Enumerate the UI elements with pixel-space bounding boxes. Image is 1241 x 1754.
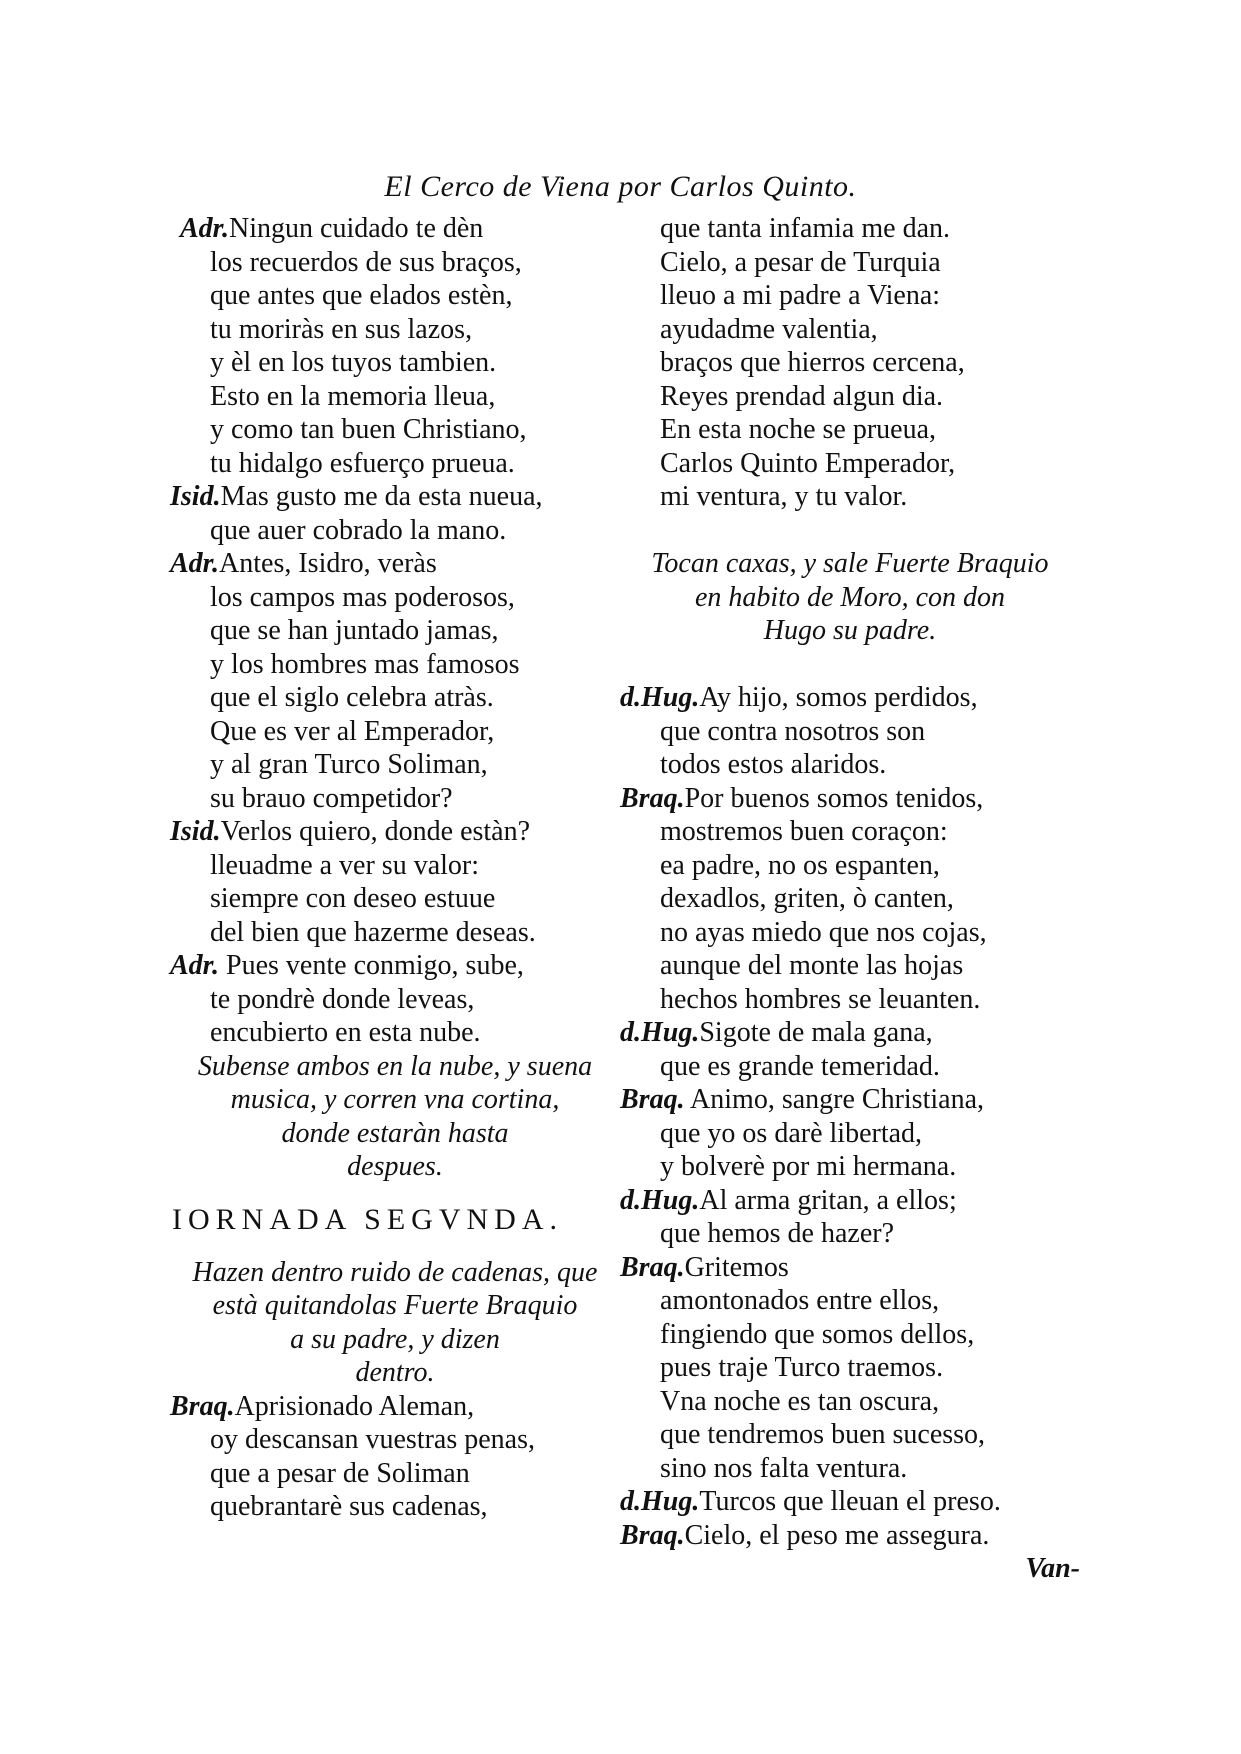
verse-line: siempre con deseo estuue xyxy=(210,883,496,914)
verse-line xyxy=(170,815,620,849)
verse-line: hechos hombres se leuanten. xyxy=(660,983,981,1015)
speaker-label: Isid. xyxy=(170,816,221,847)
verse-line: del bien que hazerme deseas. xyxy=(210,916,536,948)
verse-line xyxy=(170,547,620,581)
verse-text: Sigote de mala gana, xyxy=(699,1017,933,1048)
verse-line: que contra nosotros son xyxy=(660,715,926,747)
verse-line: todos estos alaridos. xyxy=(660,749,887,780)
speaker-label: Braq. xyxy=(620,1251,685,1283)
running-title: El Cerco de Viena por Carlos Quinto. xyxy=(384,170,857,203)
speaker-label: d.Hug. xyxy=(620,682,700,713)
verse-line xyxy=(620,1251,1080,1285)
verse-line: tu hidalgo esfuerço prueua. xyxy=(210,447,515,479)
verse-line xyxy=(620,1519,1080,1553)
verse-line: que el siglo celebra atràs. xyxy=(210,682,494,713)
verse-line: En esta noche se prueua, xyxy=(660,414,936,445)
stage-direction: dentro. xyxy=(355,1357,435,1388)
verse-text: Mas gusto me da esta nueua, xyxy=(220,481,543,512)
act-heading: IORNADA SEGVNDA. xyxy=(172,1202,564,1236)
verse-line: y bolverè por mi hermana. xyxy=(660,1151,957,1182)
verse-text: Gritemos xyxy=(684,1251,789,1283)
verse-line xyxy=(620,782,1080,816)
verse-text: Pues vente conmigo, sube, xyxy=(226,950,524,981)
verse-line: los campos mas poderosos, xyxy=(210,581,515,613)
right-column xyxy=(620,212,1080,1586)
verse-line: que tendremos buen sucesso, xyxy=(660,1419,986,1450)
left-column xyxy=(170,212,620,1524)
speaker-label: d.Hug. xyxy=(620,1017,700,1048)
verse-line: te pondrè donde leveas, xyxy=(210,983,475,1015)
spacer xyxy=(170,1184,620,1198)
verse-text: Cielo, el peso me assegura. xyxy=(684,1519,990,1551)
verse-line: que se han juntado jamas, xyxy=(210,615,499,646)
verse-line xyxy=(170,1390,620,1424)
stage-direction: en habito de Moro, con don xyxy=(694,581,1006,613)
verse-line: tu moriràs en sus lazos, xyxy=(210,313,473,345)
verse-line: encubierto en esta nube. xyxy=(210,1017,481,1048)
verse-text: Al arma gritan, a ellos; xyxy=(699,1184,957,1216)
verse-line xyxy=(620,1083,1080,1117)
catchword: Van- xyxy=(1025,1553,1080,1584)
verse-line: Vna noche es tan oscura, xyxy=(660,1385,940,1417)
stage-direction: a su padre, y dizen xyxy=(290,1323,500,1355)
verse-line: mi ventura, y tu valor. xyxy=(660,481,908,512)
verse-line: que tanta infamia me dan. xyxy=(660,213,950,244)
speaker-label: d.Hug. xyxy=(620,1184,700,1216)
verse-line: amontonados entre ellos, xyxy=(660,1285,940,1316)
verse-line: pues traje Turco traemos. xyxy=(660,1352,944,1383)
speaker-label: Adr. xyxy=(170,548,220,579)
stage-direction: musica, y corren vna cortina, xyxy=(230,1084,560,1115)
stage-direction: Hugo su padre. xyxy=(763,615,937,646)
verse-line: Que es ver al Emperador, xyxy=(210,715,495,747)
speaker-label: Adr. xyxy=(170,950,220,981)
verse-line xyxy=(620,1485,1080,1519)
spacer xyxy=(620,648,1080,682)
verse-line: los recuerdos de sus braços, xyxy=(210,246,522,278)
verse-line xyxy=(170,949,620,983)
verse-line: braços que hierros cercena, xyxy=(660,347,965,378)
verse-line: oy descansan vuestras penas, xyxy=(210,1424,536,1455)
spacer xyxy=(170,1242,620,1256)
verse-text: Aprisionado Aleman, xyxy=(234,1390,475,1422)
verse-line: lleuo a mi padre a Viena: xyxy=(660,280,941,311)
verse-line xyxy=(170,212,620,246)
verse-text: Verlos quiero, donde estàn? xyxy=(220,816,531,847)
stage-direction: Tocan caxas, y sale Fuerte Braquio xyxy=(651,548,1049,579)
verse-line: Carlos Quinto Emperador, xyxy=(660,447,956,479)
verse-line xyxy=(620,681,1080,715)
verse-line: ea padre, no os espanten, xyxy=(660,849,940,881)
verse-line: que antes que elados estèn, xyxy=(210,280,513,311)
verse-line: que a pesar de Soliman xyxy=(210,1457,470,1489)
verse-line: aunque del monte las hojas xyxy=(660,950,964,981)
speaker-label: Braq. xyxy=(620,1084,685,1115)
verse-line: y al gran Turco Soliman, xyxy=(210,749,488,780)
verse-line: que auer cobrado la mano. xyxy=(210,514,507,546)
speaker-label: Braq. xyxy=(170,1390,235,1422)
verse-line: su brauo competidor? xyxy=(210,782,453,814)
verse-line: quebrantarè sus cadenas, xyxy=(210,1491,488,1522)
verse-text: Por buenos somos tenidos, xyxy=(684,782,984,814)
verse-text: Ningun cuidado te dèn xyxy=(229,213,484,244)
verse-line: sino nos falta ventura. xyxy=(660,1452,908,1484)
stage-direction: despues. xyxy=(347,1151,443,1182)
stage-direction: Subense ambos en la nube, y suena xyxy=(197,1050,593,1082)
verse-line: dexadlos, griten, ò canten, xyxy=(660,883,954,914)
speaker-label: d.Hug. xyxy=(620,1486,700,1517)
verse-text: Antes, Isidro, veràs xyxy=(219,548,437,579)
verse-line xyxy=(170,480,620,514)
spacer xyxy=(620,514,1080,548)
verse-line xyxy=(620,1016,1080,1050)
verse-line: ayudadme valentia, xyxy=(660,313,878,345)
verse-text: Turcos que lleuan el preso. xyxy=(699,1486,1001,1517)
verse-line: y los hombres mas famosos xyxy=(210,648,520,680)
verse-line: no ayas miedo que nos cojas, xyxy=(660,916,987,948)
verse-text: Ay hijo, somos perdidos, xyxy=(699,682,978,713)
verse-text: Animo, sangre Christiana, xyxy=(690,1084,984,1115)
verse-line: fingiendo que somos dellos, xyxy=(660,1318,975,1350)
verse-line: lleuadme a ver su valor: xyxy=(210,849,480,881)
speaker-label: Braq. xyxy=(620,1519,685,1551)
speaker-label: Isid. xyxy=(170,481,221,512)
stage-direction: donde estaràn hasta xyxy=(281,1117,509,1149)
verse-line: Reyes prendad algun dia. xyxy=(660,380,944,412)
verse-line xyxy=(620,1184,1080,1218)
verse-line: y como tan buen Christiano, xyxy=(210,414,527,445)
verse-line: que hemos de hazer? xyxy=(660,1218,894,1249)
verse-line: y èl en los tuyos tambien. xyxy=(210,347,497,378)
stage-direction: Hazen dentro ruido de cadenas, que xyxy=(192,1256,598,1288)
verse-line: Esto en la memoria lleua, xyxy=(210,380,496,412)
verse-line: mostremos buen coraçon: xyxy=(660,816,948,847)
speaker-label: Adr. xyxy=(180,213,230,244)
verse-line: que yo os darè libertad, xyxy=(660,1117,923,1149)
speaker-label: Braq. xyxy=(620,782,685,814)
verse-line: Cielo, a pesar de Turquia xyxy=(660,246,941,278)
stage-direction: està quitandolas Fuerte Braquio xyxy=(212,1290,578,1321)
verse-line: que es grande temeridad. xyxy=(660,1050,940,1082)
